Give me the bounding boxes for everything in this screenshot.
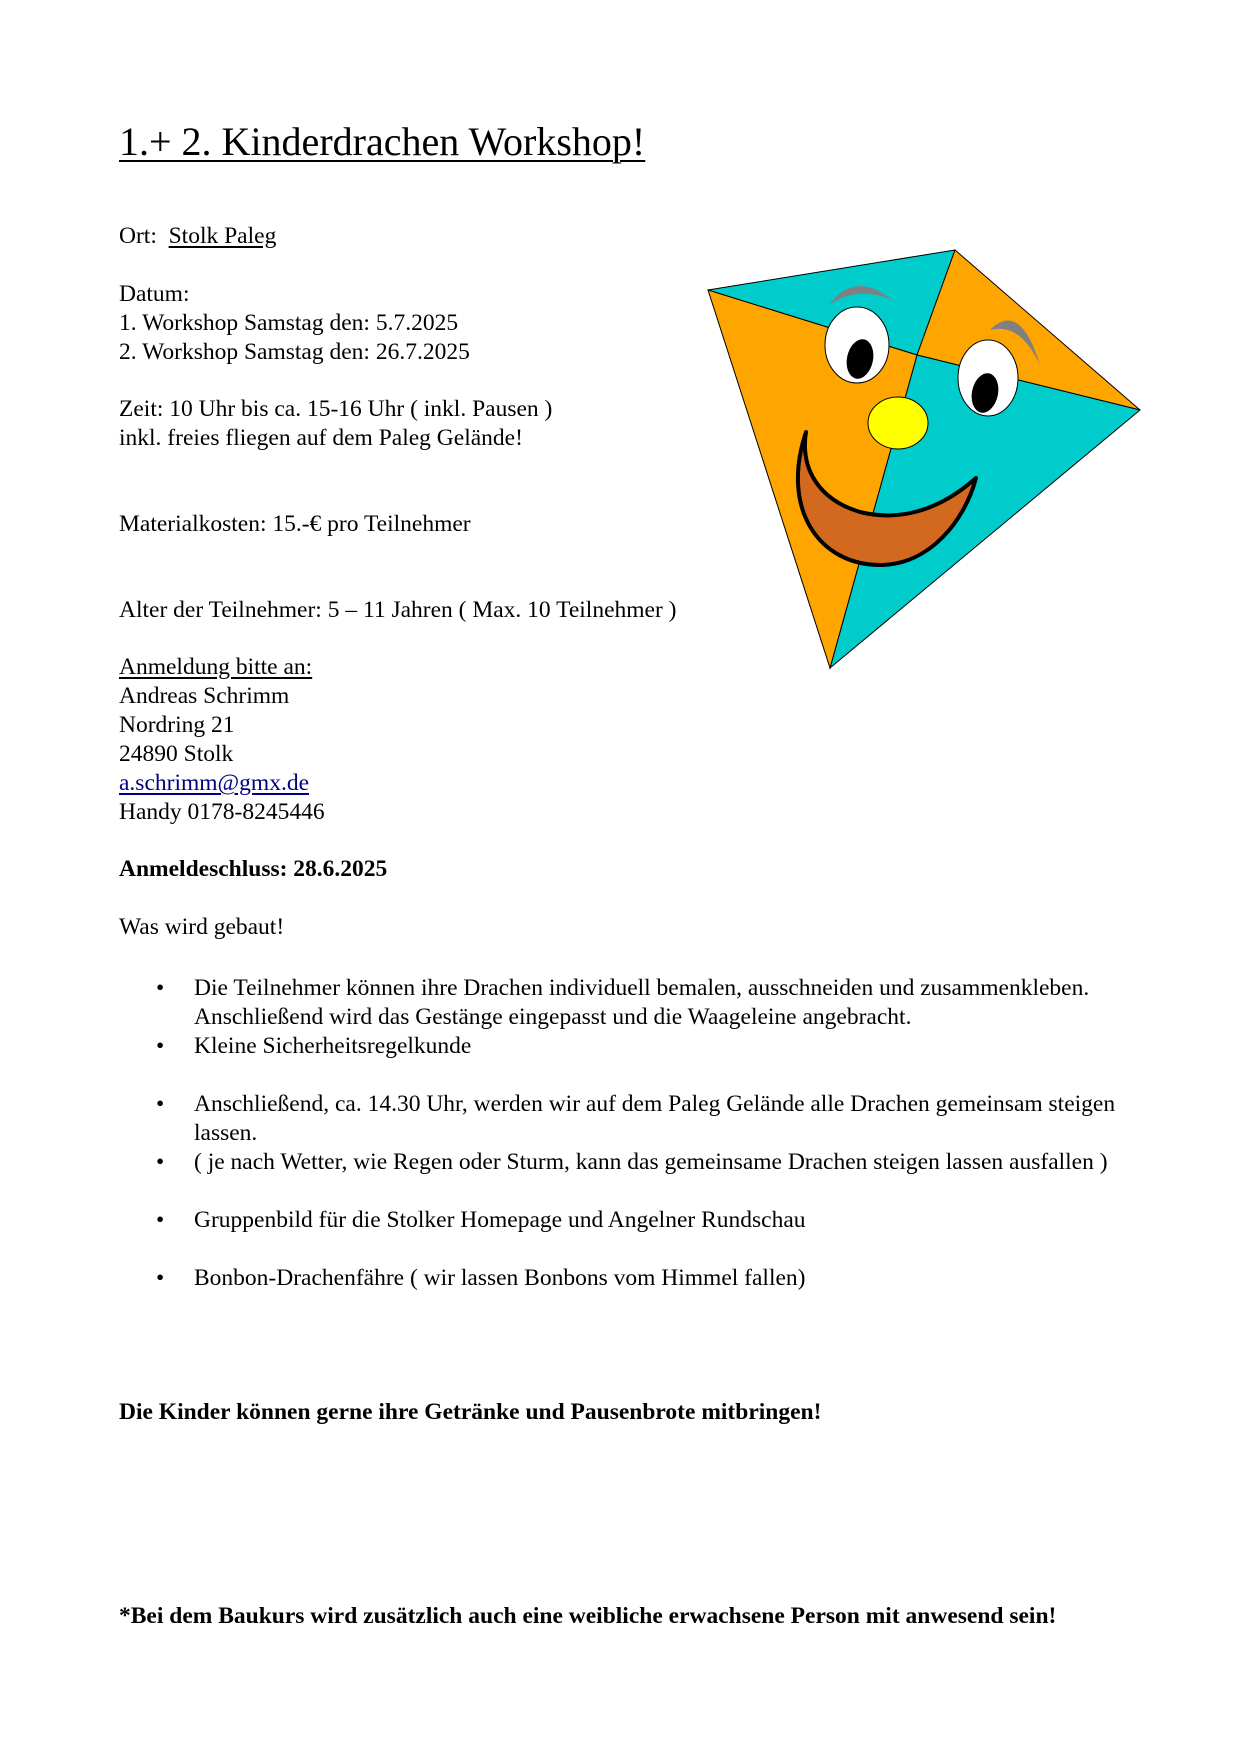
age-line: Alter der Teilnehmer: 5 – 11 Jahren ( Max. 10 Teilnehmer ) — [119, 597, 677, 623]
bullet-icon: • — [156, 1149, 165, 1175]
contact-name: Andreas Schrimm — [119, 683, 290, 709]
what-is-built-heading: Was wird gebaut! — [119, 914, 285, 940]
location-label: Ort: — [119, 223, 157, 249]
kite-illustration — [700, 240, 1160, 680]
registration-deadline: Anmeldeschluss: 28.6.2025 — [119, 856, 388, 882]
contact-phone: Handy 0178-8245446 — [119, 799, 325, 825]
workshop-date-2: 2. Workshop Samstag den: 26.7.2025 — [119, 339, 470, 365]
footnote: *Bei dem Baukurs wird zusätzlich auch eine weibliche erwachsene Person mit anwesend sein! — [119, 1603, 1057, 1629]
list-item: • Bonbon-Drachenfähre ( wir lassen Bonbons vom Himmel fallen) — [156, 1265, 806, 1291]
time-line: Zeit: 10 Uhr bis ca. 15-16 Uhr ( inkl. Pausen ) — [119, 396, 553, 422]
drinks-note: Die Kinder können gerne ihre Getränke und Pausenbrote mitbringen! — [119, 1399, 822, 1425]
date-label: Datum: — [119, 281, 190, 307]
bullet-icon: • — [156, 1207, 165, 1233]
bullet-icon: • — [156, 1033, 165, 1059]
flying-line: inkl. freies fliegen auf dem Paleg Gelände! — [119, 425, 523, 451]
contact-street: Nordring 21 — [119, 712, 235, 738]
nose-icon — [868, 397, 928, 449]
location-value: Stolk Paleg — [168, 223, 277, 249]
bullet-icon: • — [156, 1265, 165, 1291]
registration-label: Anmeldung bitte an: — [119, 654, 313, 680]
contact-email-link[interactable]: a.schrimm@gmx.de — [119, 770, 310, 796]
workshop-date-1: 1. Workshop Samstag den: 5.7.2025 — [119, 310, 459, 336]
location-line — [119, 222, 276, 251]
list-item: • Die Teilnehmer können ihre Drachen individuell bemalen, ausschneiden und zusammenkleben. Anschließend wird das Gestänge eingepasst und die Waageleine angebracht. — [156, 975, 1090, 1030]
list-item: • ( je nach Wetter, wie Regen oder Sturm, kann das gemeinsame Drachen steigen lassen ausfallen ) — [156, 1149, 1108, 1175]
list-item: • Kleine Sicherheitsregelkunde — [156, 1033, 472, 1059]
bullet-icon: • — [156, 975, 165, 1001]
list-item: • Gruppenbild für die Stolker Homepage und Angelner Rundschau — [156, 1207, 806, 1233]
material-cost: Materialkosten: 15.-€ pro Teilnehmer — [119, 511, 471, 537]
page-title: 1.+ 2. Kinderdrachen Workshop! — [119, 119, 646, 164]
list-item: • Anschließend, ca. 14.30 Uhr, werden wir auf dem Paleg Gelände alle Drachen gemeinsam steigen lassen. — [156, 1091, 1116, 1146]
contact-city: 24890 Stolk — [119, 741, 234, 767]
bullet-icon: • — [156, 1091, 165, 1117]
activity-list — [119, 974, 1119, 1293]
